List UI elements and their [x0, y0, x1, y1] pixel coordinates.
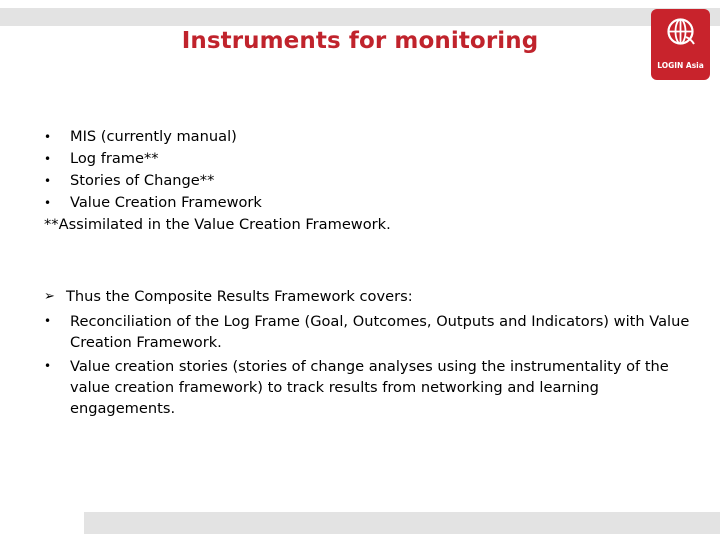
- bullet-dot: •: [44, 130, 52, 144]
- bullet-text: Value Creation Framework: [70, 194, 262, 211]
- slide-title: Instruments for monitoring: [181, 28, 539, 54]
- results-framework-section: [44, 286, 694, 419]
- list-item: [44, 192, 694, 214]
- bullet-dot: •: [44, 152, 52, 166]
- section-heading-line: [44, 286, 694, 308]
- title-band-strip: [0, 8, 720, 26]
- bullet-dot: •: [44, 359, 52, 373]
- list-item: [44, 126, 694, 148]
- bullet-dot: •: [44, 196, 52, 210]
- list-item: [44, 311, 694, 353]
- arrow-bullet-icon: ➢: [44, 289, 55, 304]
- globe-icon: [664, 15, 697, 48]
- section-heading: Thus the Composite Results Framework covers:: [66, 288, 413, 305]
- bullet-text: Stories of Change**: [70, 172, 215, 189]
- footer-bar: [84, 512, 720, 534]
- sub-bullet-text: Reconciliation of the Log Frame (Goal, Outcomes, Outputs and Indicators) with Value Creation Framework.: [70, 313, 690, 351]
- bullet-text: MIS (currently manual): [70, 128, 237, 145]
- logo-text: LOGIN Asia: [657, 61, 704, 70]
- list-item: [44, 356, 694, 419]
- list-item: [44, 148, 694, 170]
- bullet-dot: •: [44, 314, 52, 328]
- login-asia-logo: [651, 9, 710, 80]
- bullet-text: Log frame**: [70, 150, 159, 167]
- sub-bullet-text: Value creation stories (stories of change analyses using the instrumentality of the value creation framework) to track results from networking and learning engagements.: [70, 358, 669, 417]
- list-item: [44, 170, 694, 192]
- bullet-dot: •: [44, 174, 52, 188]
- footnote: **Assimilated in the Value Creation Framework.: [44, 216, 391, 233]
- bullet-list: [44, 126, 694, 236]
